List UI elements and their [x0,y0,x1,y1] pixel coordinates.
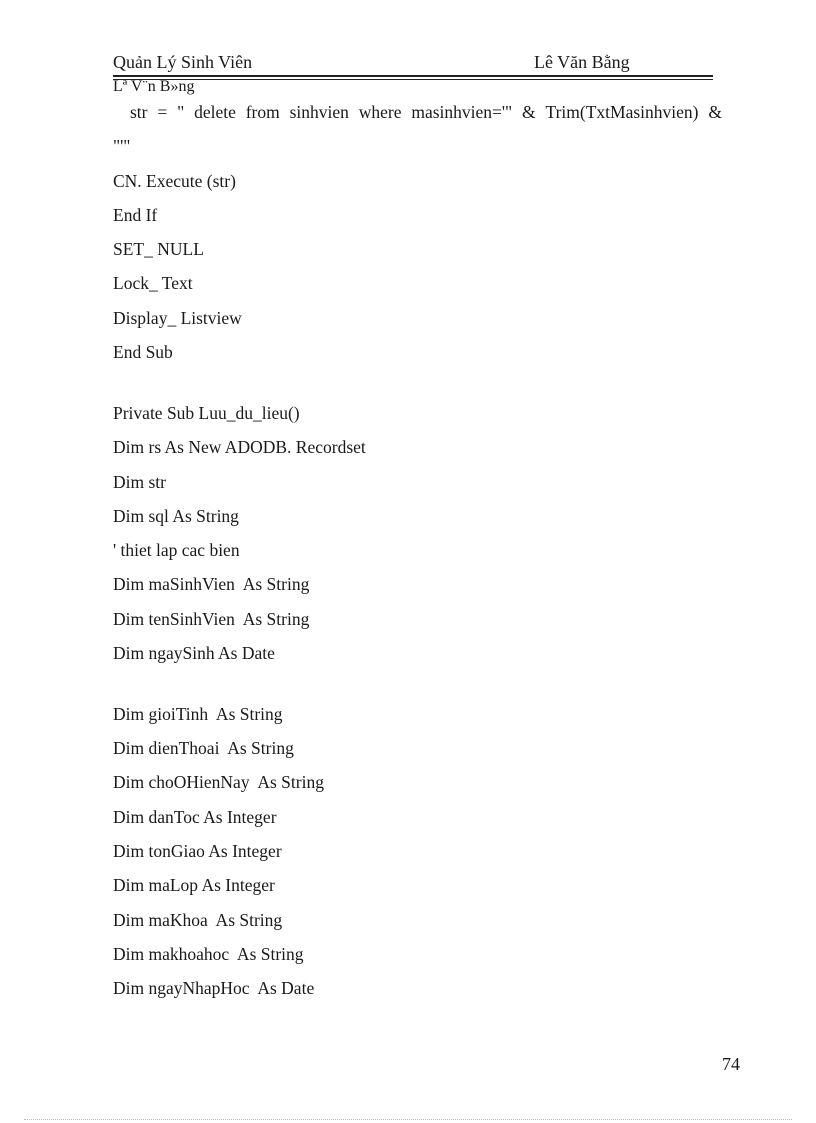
code-line: ' thiet lap cac bien [113,540,240,560]
code-word: Trim(TxtMasinhvien) [545,102,699,122]
code-line: End If [113,205,158,225]
code-line: Dim gioiTinh As String [113,704,283,724]
code-line: CN. Execute (str) [113,171,236,191]
code-word: " [177,102,185,122]
code-line: Dim maKhoa As String [113,910,283,930]
code-line: Dim tenSinhVien As String [113,609,310,629]
code-line: Dim makhoahoc As String [113,944,304,964]
code-line: Dim dienThoai As String [113,738,294,758]
header-author: Lê Văn Bằng [534,52,630,72]
code-line: SET_ NULL [113,239,204,259]
header-rule-thin [113,79,713,80]
code-line: Private Sub Luu_du_lieu() [113,403,300,423]
code-word: = [157,102,168,122]
code-line: Dim str [113,472,166,492]
code-word: sinhvien [289,102,349,122]
code-line: Dim ngayNhapHoc As Date [113,978,315,998]
code-word: masinhvien='" [411,102,513,122]
code-word: str [130,102,148,122]
code-word: delete [194,102,236,122]
header-title: Quản Lý Sinh Viên [113,52,253,72]
code-line: Dim choOHienNay As String [113,772,324,792]
code-word: from [245,102,280,122]
code-line: Dim rs As New ADODB. Recordset [113,437,366,457]
code-line: Lock_ Text [113,273,193,293]
code-line: Dim sql As String [113,506,239,526]
code-line: Dim maLop As Integer [113,875,275,895]
code-line: "'" [113,136,131,156]
code-word: & [708,102,722,122]
code-line: End Sub [113,342,173,362]
code-line-str [130,102,722,123]
code-line: Dim ngaySinh As Date [113,643,275,663]
code-line: Dim tonGiao As Integer [113,841,282,861]
code-line: Display_ Listview [113,308,242,328]
header-garbled-author: Lª V¨n B»ng [113,78,195,95]
code-line: Dim maSinhVien As String [113,574,310,594]
page-number: 74 [722,1054,740,1074]
code-line: Dim danToc As Integer [113,807,277,827]
footer-divider [24,1119,792,1120]
header-rule-thick [113,75,713,77]
code-word: & [522,102,536,122]
code-word: where [358,102,402,122]
